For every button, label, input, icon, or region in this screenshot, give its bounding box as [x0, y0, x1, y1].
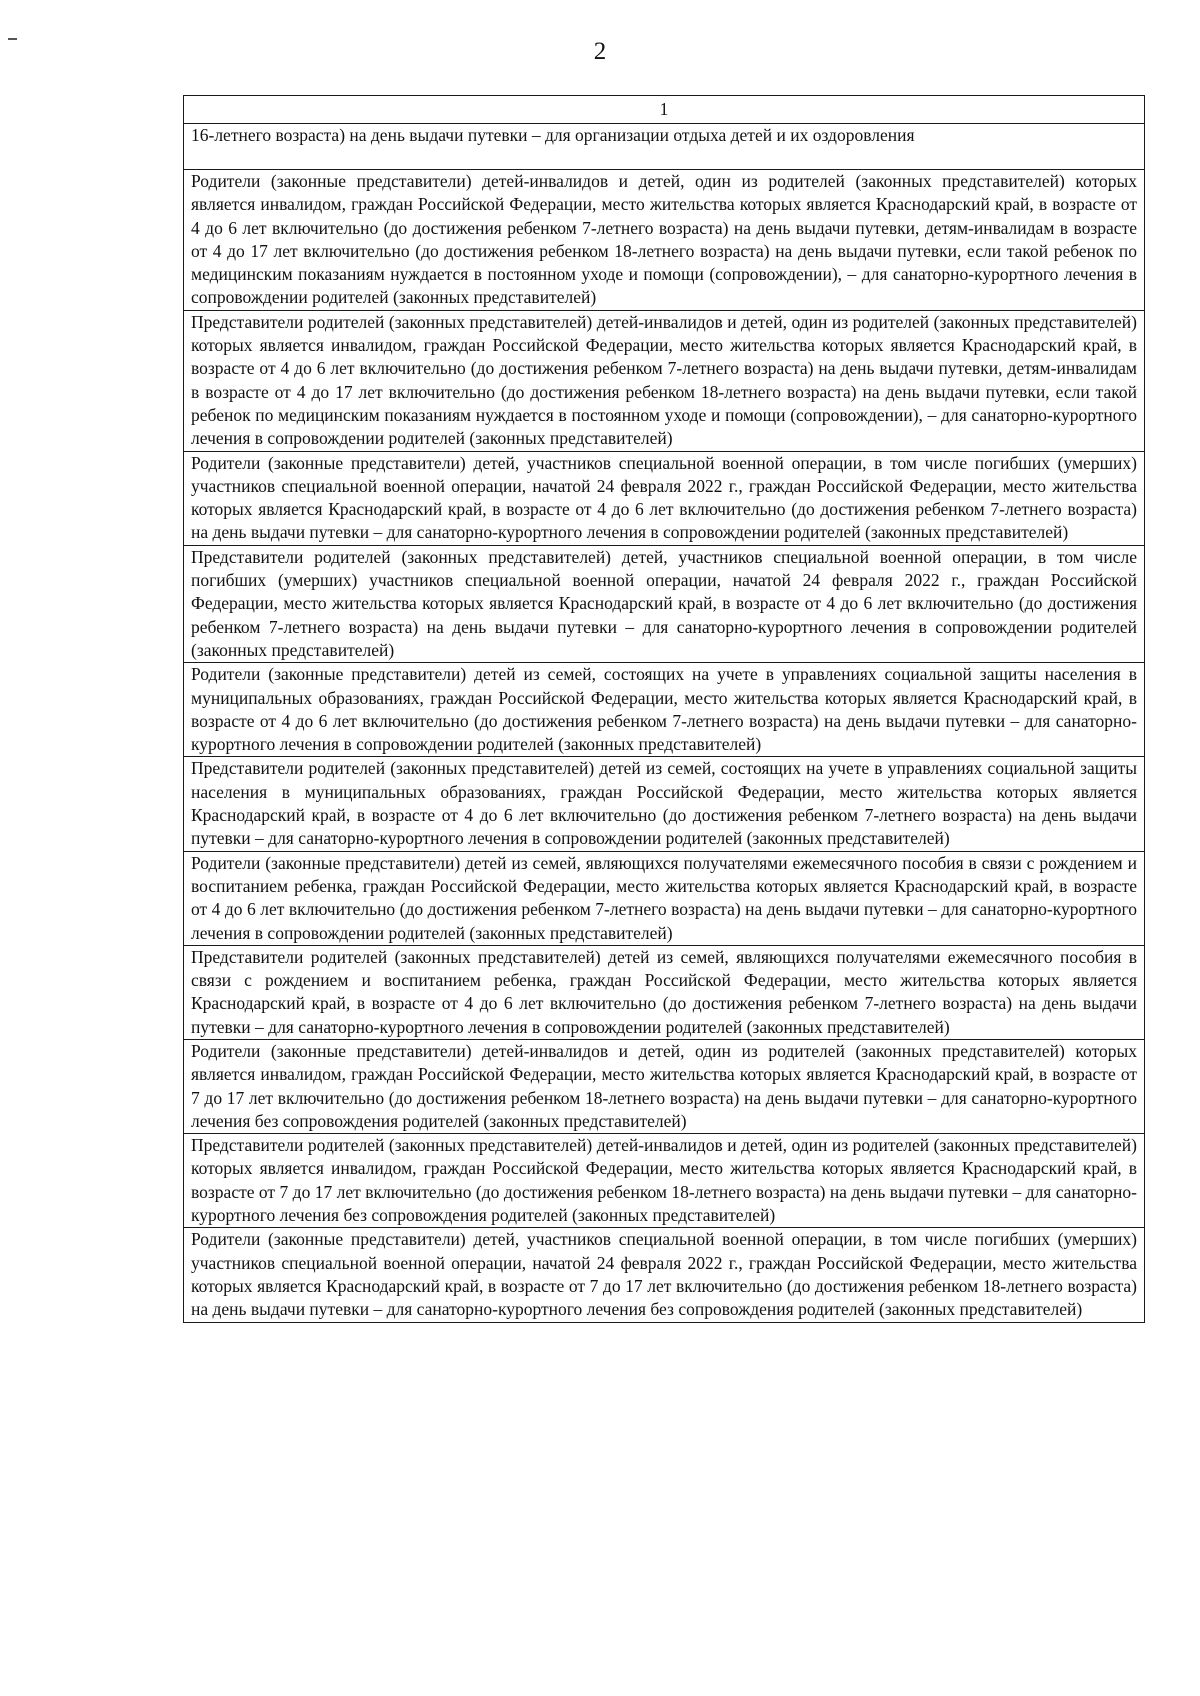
table-cell: Представители родителей (законных представителей) детей-инвалидов и детей, один из родителей (законных представителей) которых является инвалидом, граждан Российской Федерации, место жительства которых является Краснодарский край, в возрасте от 4 до 6 лет включительно (до достижения ребенком 7-летнего возраста) на день выдачи путевки, детям-инвалидам в возрасте от 4 до 17 лет включительно (до достижения ребенком 18-летнего возраста) на день выдачи путевки, если такой ребенок по медицинским показаниям нуждается в постоянном уходе и помощи (сопровождении), – для санаторно-курортного лечения в сопровождении родителей (законных представителей)	[184, 310, 1145, 451]
table-cell: Родители (законные представители) детей-инвалидов и детей, один из родителей (законных представителей) которых является инвалидом, граждан Российской Федерации, место жительства которых является Краснодарский край, в возрасте от 4 до 6 лет включительно (до достижения ребенком 7-летнего возраста) на день выдачи путевки, детям-инвалидам в возрасте от 4 до 17 лет включительно (до достижения ребенком 18-летнего возраста) на день выдачи путевки, если такой ребенок по медицинским показаниям нуждается в постоянном уходе и помощи (сопровождении), – для санаторно-курортного лечения в сопровождении родителей (законных представителей)	[184, 170, 1145, 311]
table-cell: 16-летнего возраста) на день выдачи путевки – для организации отдыха детей и их оздоровления	[184, 124, 1145, 170]
table-cell: Представители родителей (законных представителей) детей-инвалидов и детей, один из родителей (законных представителей) которых является инвалидом, граждан Российской Федерации, место жительства которых является Краснодарский край, в возрасте от 7 до 17 лет включительно (до достижения ребенком 18-летнего возраста) на день выдачи путевки – для санаторно-курортного лечения без сопровождения родителей (законных представителей)	[184, 1134, 1145, 1228]
table-row	[184, 663, 1145, 757]
table-cell: Родители (законные представители) детей-инвалидов и детей, один из родителей (законных представителей) которых является инвалидом, граждан Российской Федерации, место жительства которых является Краснодарский край, в возрасте от 7 до 17 лет включительно (до достижения ребенком 18-летнего возраста) на день выдачи путевки – для санаторно-курортного лечения без сопровождения родителей (законных представителей)	[184, 1039, 1145, 1133]
table-cell: Родители (законные представители) детей из семей, состоящих на учете в управлениях социальной защиты населения в муниципальных образованиях, граждан Российской Федерации, место жительства которых является Краснодарский край, в возрасте от 4 до 6 лет включительно (до достижения ребенком 7-летнего возраста) на день выдачи путевки – для санаторно-курортного лечения в сопровождении родителей (законных представителей)	[184, 663, 1145, 757]
table-row	[184, 945, 1145, 1039]
table-row	[184, 1134, 1145, 1228]
table-cell: Родители (законные представители) детей, участников специальной военной операции, в том числе погибших (умерших) участников специальной военной операции, начатой 24 февраля 2022 г., граждан Российской Федерации, место жительства которых является Краснодарский край, в возрасте от 4 до 6 лет включительно (до достижения ребенком 7-летнего возраста) на день выдачи путевки – для санаторно-курортного лечения в сопровождении родителей (законных представителей)	[184, 451, 1145, 545]
table-cell: Представители родителей (законных представителей) детей, участников специальной военной операции, в том числе погибших (умерших) участников специальной военной операции, начатой 24 февраля 2022 г., граждан Российской Федерации, место жительства которых является Краснодарский край, в возрасте от 4 до 6 лет включительно (до достижения ребенком 7-летнего возраста) на день выдачи путевки – для санаторно-курортного лечения в сопровождении родителей (законных представителей)	[184, 545, 1145, 662]
column-number: 1	[184, 96, 1145, 124]
table-header-row	[184, 96, 1145, 124]
table-row	[184, 124, 1145, 170]
page-number: 2	[593, 38, 607, 65]
table-row	[184, 1228, 1145, 1322]
table-row	[184, 757, 1145, 851]
table-row	[184, 170, 1145, 311]
table-row	[184, 545, 1145, 662]
table-cell: Представители родителей (законных представителей) детей из семей, состоящих на учете в управлениях социальной защиты населения в муниципальных образованиях, граждан Российской Федерации, место жительства которых является Краснодарский край, в возрасте от 4 до 6 лет включительно (до достижения ребенком 7-летнего возраста) на день выдачи путевки – для санаторно-курортного лечения в сопровождении родителей (законных представителей)	[184, 757, 1145, 851]
table-row	[184, 451, 1145, 545]
table-row	[184, 851, 1145, 945]
table-cell: Представители родителей (законных представителей) детей из семей, являющихся получателями ежемесячного пособия в связи с рождением и воспитанием ребенка, граждан Российской Федерации, место жительства которых является Краснодарский край, в возрасте от 4 до 6 лет включительно (до достижения ребенком 7-летнего возраста) на день выдачи путевки – для санаторно-курортного лечения в сопровождении родителей (законных представителей)	[184, 945, 1145, 1039]
table-cell: Родители (законные представители) детей, участников специальной военной операции, в том числе погибших (умерших) участников специальной военной операции, начатой 24 февраля 2022 г., граждан Российской Федерации, место жительства которых является Краснодарский край, в возрасте от 7 до 17 лет включительно (до достижения ребенком 18-летнего возраста) на день выдачи путевки – для санаторно-курортного лечения без сопровождения родителей (законных представителей)	[184, 1228, 1145, 1322]
table-row	[184, 310, 1145, 451]
table-cell: Родители (законные представители) детей из семей, являющихся получателями ежемесячного пособия в связи с рождением и воспитанием ребенка, граждан Российской Федерации, место жительства которых является Краснодарский край, в возрасте от 4 до 6 лет включительно (до достижения ребенком 7-летнего возраста) на день выдачи путевки – для санаторно-курортного лечения в сопровождении родителей (законных представителей)	[184, 851, 1145, 945]
eligibility-table	[183, 95, 1145, 1323]
table-row	[184, 1039, 1145, 1133]
